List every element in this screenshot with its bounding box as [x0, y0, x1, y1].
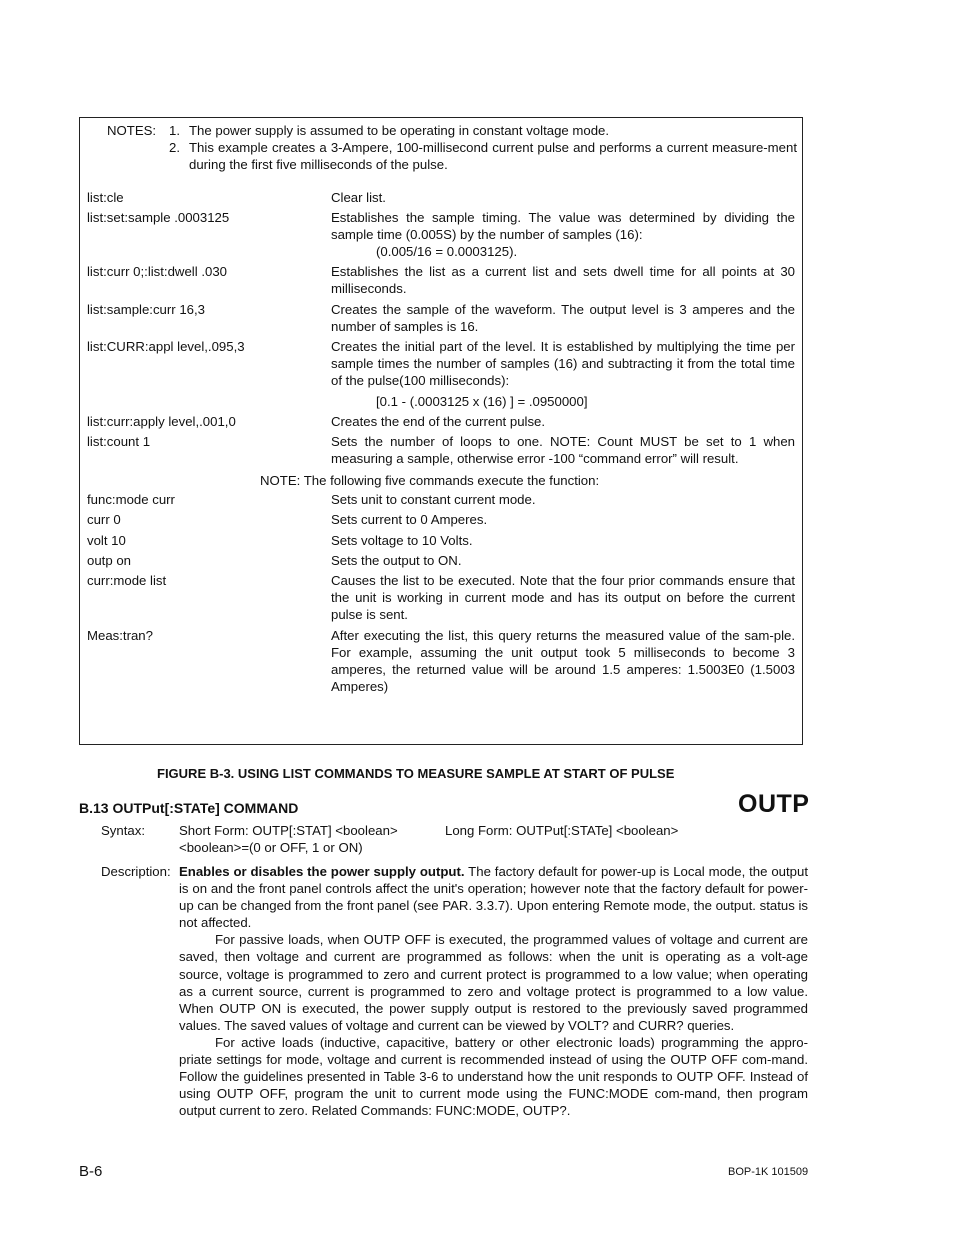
- syntax-boolean-def: <boolean>=(0 or OFF, 1 or ON): [179, 840, 363, 855]
- figure-caption: FIGURE B-3. USING LIST COMMANDS TO MEASURE SAMPLE AT START OF PULSE: [157, 766, 675, 781]
- command-desc: Creates the end of the current pulse.: [331, 414, 546, 429]
- description-body: [179, 863, 808, 1119]
- command-curr-dwell: list:curr 0;:list:dwell .030: [87, 264, 227, 279]
- command-func-mode: func:mode curr: [87, 492, 175, 507]
- command-outp-on: outp on: [87, 553, 131, 568]
- command-desc: Creates the sample of the waveform. The output level is 3 amperes and the number of samples is 16.: [331, 302, 795, 334]
- command-desc: Sets voltage to 10 Volts.: [331, 533, 473, 548]
- syntax-label: Syntax:: [101, 823, 145, 838]
- command-curr-0: curr 0: [87, 512, 121, 527]
- notes-block: [107, 122, 797, 173]
- command-desc: Sets the output to ON.: [331, 553, 462, 568]
- figure-frame: [79, 117, 803, 745]
- description-p2: For passive loads, when OUTP OFF is executed, the programmed values of voltage and current are saved, then voltage and current are programmed as follows: when the unit is operating as a volt-age source, voltage is programmed to zero and current protect is programmed to a low value; when operating as a current source, current is programmed to zero and voltage protect is programmed to a low value. When OUTP ON is executed, the power supply output is restored to the previously saved programmed values. The saved values of voltage and current can be viewed by VOLT? and CURR? queries.: [179, 932, 808, 1033]
- mid-note: NOTE: The following five commands execute the function:: [260, 473, 600, 488]
- note-text: This example creates a 3-Ampere, 100-millisecond current pulse and performs a current measure-ment during the first five milliseconds of the pulse.: [189, 140, 797, 172]
- command-desc: Sets current to 0 Amperes.: [331, 512, 488, 527]
- description-lead: Enables or disables the power supply output.: [179, 864, 465, 879]
- page-number: B-6: [79, 1163, 103, 1180]
- command-meas-tran: Meas:tran?: [87, 628, 153, 643]
- note-number: 2.: [169, 140, 180, 155]
- command-desc: After executing the list, this query returns the measured value of the sam-ple. For example, assuming the unit output took 5 milliseconds to become 3 amperes, the returned value will be around 1.5 amperes: 1.5003E0 (1.5003 Amperes): [331, 628, 795, 694]
- command-desc: Establishes the list as a current list and sets dwell time for all points at 30 milliseconds.: [331, 264, 795, 296]
- command-sample-curr: list:sample:curr 16,3: [87, 302, 205, 317]
- command-desc: Sets unit to constant current mode.: [331, 492, 536, 507]
- command-curr-apply: list:curr:apply level,.001,0: [87, 414, 236, 429]
- command-desc-formula: (0.005/16 = 0.0003125).: [376, 244, 518, 259]
- command-list-count: list:count 1: [87, 434, 151, 449]
- command-desc-text: Establishes the sample timing. The value was determined by dividing the sample time (0.005S) by the number of samples (16):: [331, 210, 795, 242]
- command-short-name: OUTP: [738, 790, 810, 818]
- command-desc: [331, 209, 795, 260]
- command-desc: [331, 338, 795, 410]
- syntax-long-form: Long Form: OUTPut[:STATe] <boolean>: [445, 823, 679, 838]
- command-desc: Sets the number of loops to one. NOTE: Count MUST be set to 1 when measuring a sample, otherwise error -100 “command error” will result.: [331, 434, 795, 466]
- command-desc: Clear list.: [331, 190, 386, 205]
- command-curr-mode-list: curr:mode list: [87, 573, 167, 588]
- section-heading: B.13 OUTPut[:STATe] COMMAND: [79, 800, 299, 816]
- command-desc-text: Creates the initial part of the level. It is established by multiplying the time per sample times the number of samples (16) and subtracting it from the total time of the pulse(100 milliseconds):: [331, 339, 795, 388]
- doc-id: BOP-1K 101509: [728, 1166, 809, 1178]
- note-text: The power supply is assumed to be operating in constant voltage mode.: [189, 123, 610, 138]
- notes-label: NOTES:: [107, 123, 157, 138]
- command-set-sample: list:set:sample .0003125: [87, 210, 230, 225]
- description-label: Description:: [101, 864, 171, 879]
- command-volt-10: volt 10: [87, 533, 126, 548]
- command-desc: Causes the list to be executed. Note that the four prior commands ensure that the unit is working in current mode and has its output on before the current pulse is sent.: [331, 573, 795, 622]
- command-desc-formula: [0.1 - (.0003125 x (16) ] = .0950000]: [376, 394, 588, 409]
- command-list-cle: list:cle: [87, 190, 124, 205]
- description-p1: The factory default for power-up is Local mode, the output is on and the front panel controls affect the unit's operation; however note that the factory default for power-up can be changed from the front panel (see PAR. 3.3.7). Upon entering Remote mode, the output. status is not affected.: [179, 864, 808, 931]
- syntax-short-form: Short Form: OUTP[:STAT] <boolean>: [179, 823, 398, 838]
- description-p3: For active loads (inductive, capacitive, battery or other electronic loads) programming the appro-priate settings for mode, voltage and current is recommended instead of using the OUTP OFF com-mand. Follow the guidelines presented in Table 3-6 to understand how the unit responds to OUTP OFF. Instead of using OUTP OFF, program the unit to current mode using the FUNC:MODE com-mand, then program output current to zero. Related Commands: FUNC:MODE, OUTP?.: [179, 1034, 808, 1119]
- note-number: 1.: [169, 123, 180, 138]
- command-curr-appl: list:CURR:appl level,.095,3: [87, 339, 245, 354]
